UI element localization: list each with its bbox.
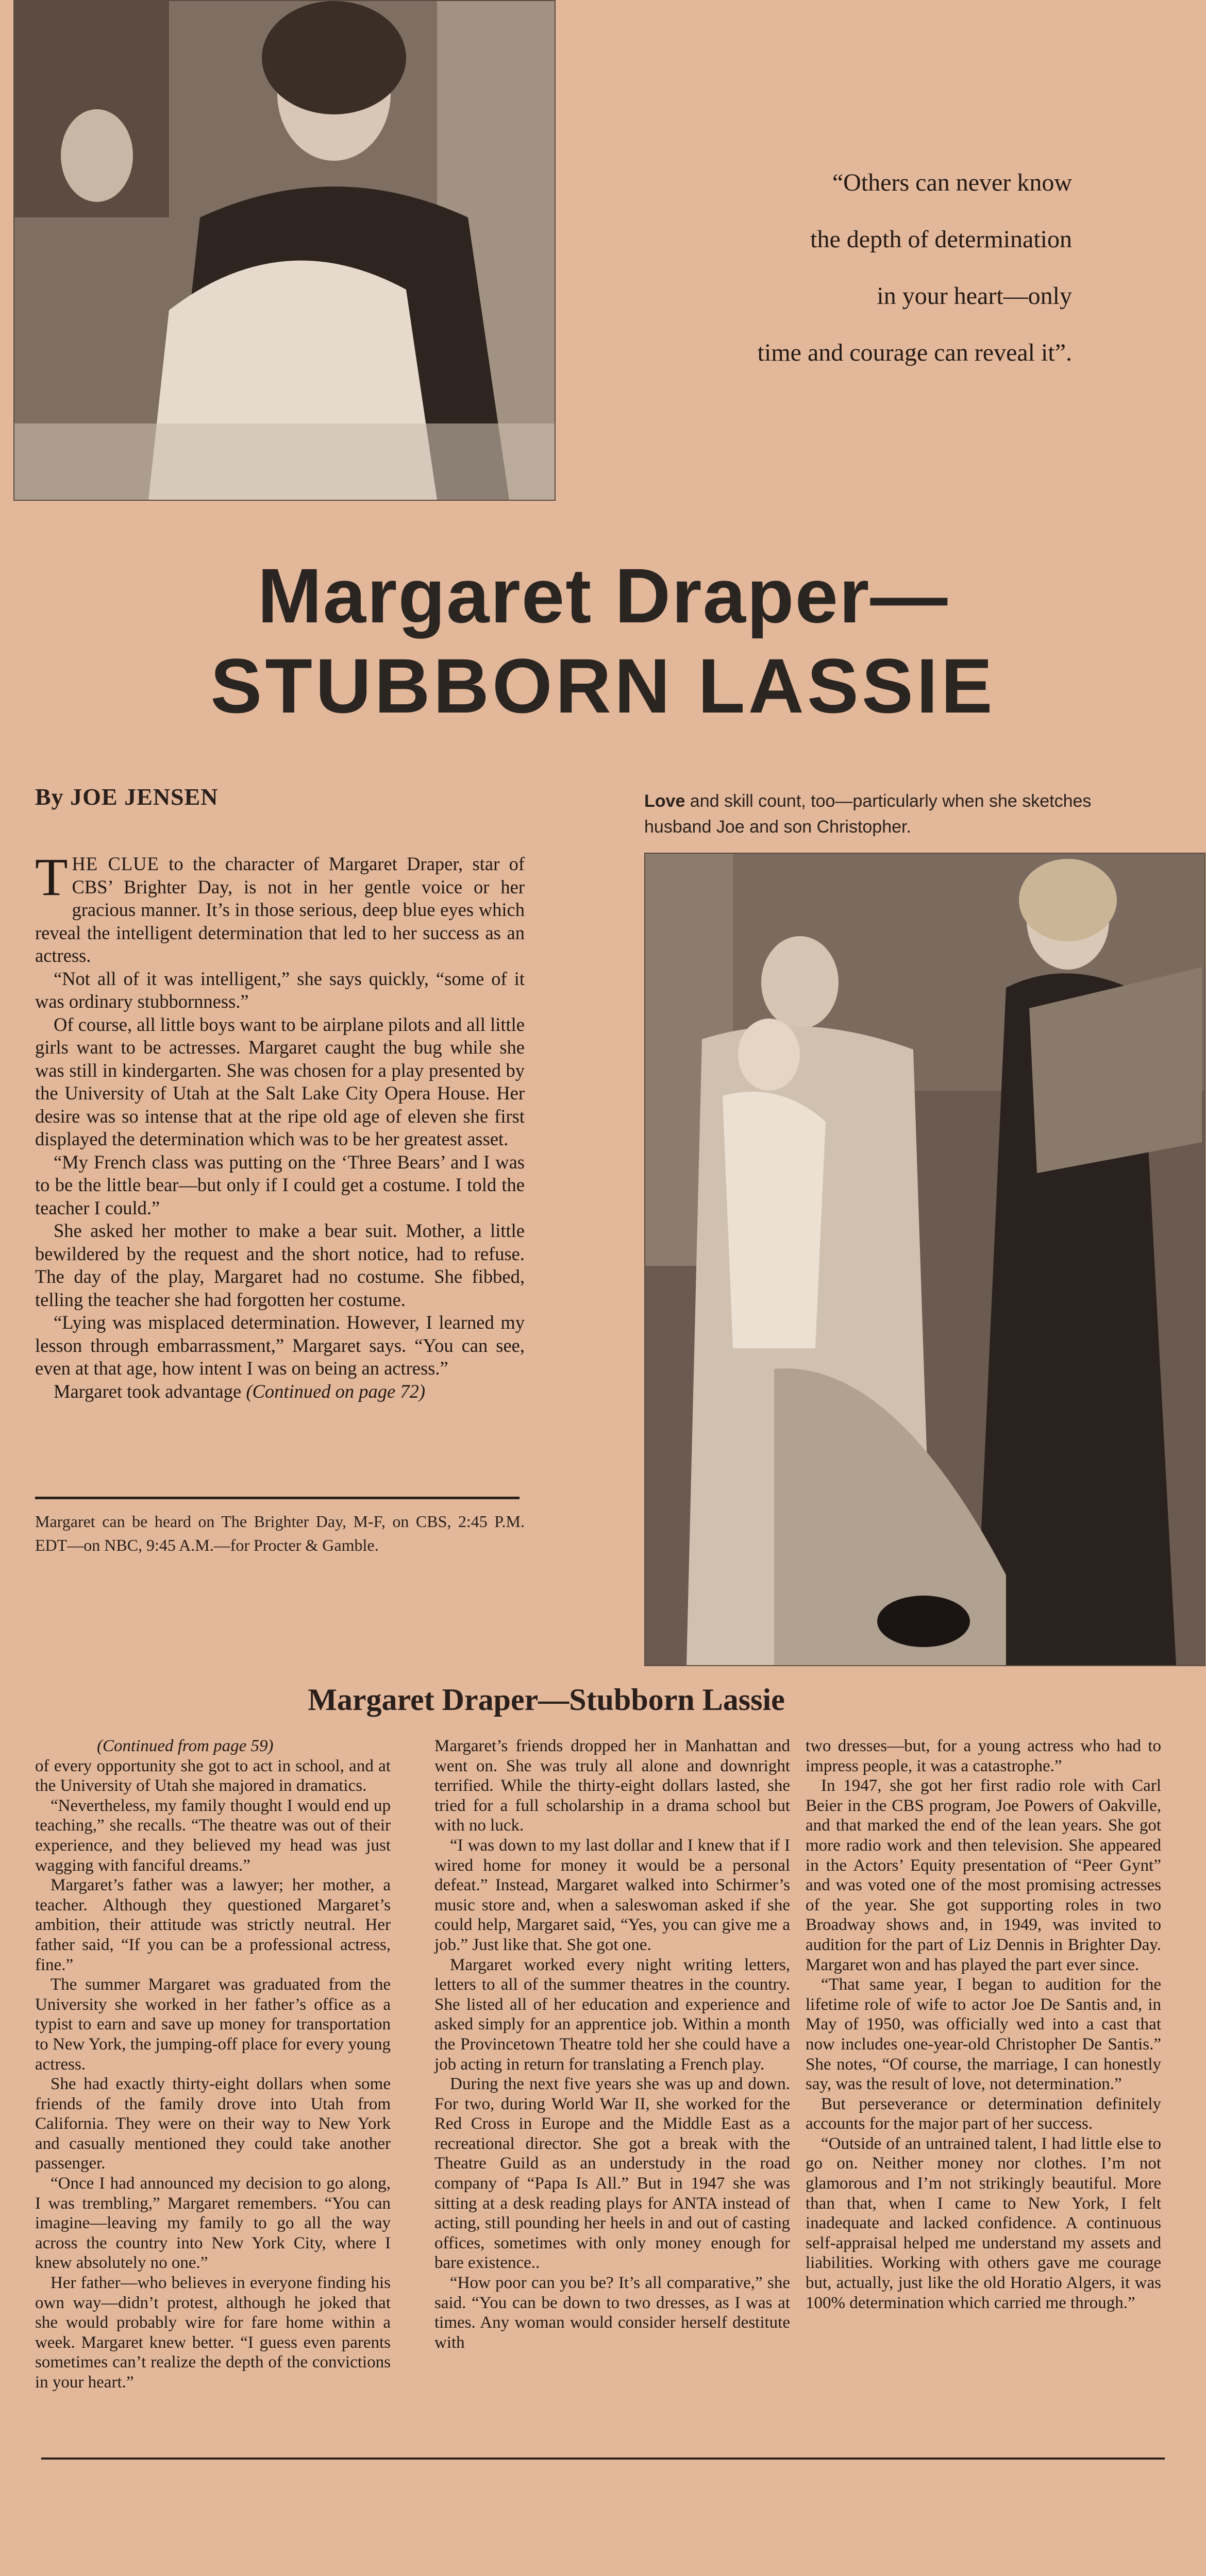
- column-paragraph: Margaret worked every night writing letters, letters to all of the summer theatres in the country. She listed all of her education and experience and asked simply for an apprentice job. Within a month the Provincetown Theatre told her she could have a job acting in return for translating a French play.: [434, 1955, 790, 2074]
- caption-lead: Love: [644, 791, 685, 811]
- story-paragraph: [35, 848, 525, 968]
- pull-quote-line: the depth of determination: [810, 226, 1072, 253]
- column-paragraph: The summer Margaret was graduated from the University she worked in her father’s office as a typist to earn and save up money for transportation to New York, the jumping-off place for every young actress.: [35, 1975, 391, 2074]
- column-3: [806, 1736, 1161, 2313]
- story-last-text: Margaret took advantage: [54, 1380, 246, 1402]
- column-2: [434, 1736, 790, 2352]
- continued-from: (Continued from page 59): [97, 1737, 274, 1755]
- headline-line-1: Margaret Draper—: [257, 552, 949, 639]
- column-1: [35, 1736, 391, 2393]
- column-paragraph: During the next five years she was up and down. For two, during World War II, she worked for the Red Cross in Europe and the Middle East as a recreational director. She got a break with the Theatre Guild as an understudy in the road company of “Papa Is All.” But in 1947 she was sitting at a desk reading plays for ANTA instead of acting, still pounding her heels in and out of casting offices, sometimes with only money enough for bare existence..: [434, 2075, 790, 2273]
- divider-rule: [35, 1497, 520, 1499]
- story-lead-text: to the character of Margaret Draper, star of CBS’ Brighter Day, is not in her gentle voice or her gracious manner. It’s in those serious, deep blue eyes which reveal the intelligent determination that led to her success as an actress.: [35, 853, 525, 966]
- column-paragraph: “I was down to my last dollar and I knew that if I wired home for money it would be a personal defeat.” Instead, Margaret walked into Schirmer’s music store and, when a saleswoman asked if she could help, Margaret said, “Yes, you can give me a job.” Just like that. She got one.: [434, 1836, 790, 1954]
- pull-quote-line: in your heart—only: [877, 282, 1072, 310]
- drop-cap: T: [35, 848, 68, 907]
- headline-line-2: STUBBORN LASSIE: [210, 642, 996, 729]
- story-body: [35, 848, 525, 1403]
- column-paragraph: She had exactly thirty-eight dollars when some friends of the family drove into Utah from California. They were on their way to New York and casually mentioned they could take another passenger.: [35, 2075, 391, 2173]
- column-paragraph: Her father—who believes in everyone finding his own way—didn’t protest, although he joked that she would probably wire for fare home within a week. Margaret knew better. “I guess even parents sometimes can’t realize the depth of the convictions in your heart.”: [35, 2274, 391, 2392]
- story-paragraph: “My French class was putting on the ‘Three Bears’ and I was to be the little bear—but only if I could get a costume. I told the teacher I could.”: [35, 1151, 525, 1218]
- family-photo: [644, 853, 1205, 1666]
- column-paragraph: In 1947, she got her first radio role with Carl Beier in the CBS program, Joe Powers of Oakville, and that marked the end of the lean years. She got more radio work and then television. She appeared in the Actors’ Equity presentation of “Peer Gynt” and was voted one of the most promising actresses of the year. She got supporting roles in two Broadway shows and, in 1949, was invited to audition for the part of Liz Dennis in Brighter Day. Margaret won and has played the part ever since.: [806, 1776, 1161, 1974]
- column-paragraph: But perseverance or determination definitely accounts for the major part of her success.: [806, 2094, 1161, 2133]
- column-paragraph: “How poor can you be? It’s all comparative,” she said. “You can be down to two dresses, as I was at times. Any woman would consider herself destitute with: [434, 2274, 790, 2352]
- story-paragraph: She asked her mother to make a bear suit. Mother, a little bewildered by the request and the short notice, had to refuse. The day of the play, Margaret had no costume. She fibbed, telling the teacher she had forgotten her costume.: [35, 1220, 525, 1310]
- story-paragraph: “Lying was misplaced determination. However, I learned my lesson through embarrassment,” Margaret says. “You can see, even at that age, how intent I was on being an actress.”: [35, 1312, 525, 1379]
- byline: By JOE JENSEN: [35, 784, 219, 810]
- column-paragraph: “Nevertheless, my family thought I would end up teaching,” she recalls. “The theatre was out of their experience, and they believed my head was just wagging with fanciful dreams.”: [35, 1796, 391, 1875]
- broadcast-note: Margaret can be heard on The Brighter Day, M-F, on CBS, 2:45 P.M. EDT—on NBC, 9:45 A.M.—for Procter & Gamble.: [35, 1512, 525, 1554]
- story-paragraph: [35, 1380, 525, 1403]
- portrait-photo: [13, 0, 556, 501]
- pull-quote: [660, 155, 1072, 381]
- photo-caption: [644, 788, 1108, 840]
- continued-link[interactable]: (Continued on page 72): [246, 1380, 426, 1402]
- column-paragraph: of every opportunity she got to act in school, and at the University of Utah she majored in dramatics.: [35, 1756, 391, 1795]
- story-paragraph: “Not all of it was intelligent,” she says quickly, “some of it was ordinary stubbornness.”: [35, 968, 525, 1012]
- caption-text: and skill count, too—particularly when she sketches husband Joe and son Christopher.: [644, 791, 1092, 837]
- column-paragraph: “That same year, I began to audition for the lifetime role of wife to actor Joe De Santis and, in May of 1950, was officially wed into a cast that now includes one-year-old Christopher De Santis.” She notes, “Of course, the marriage, I can honestly say, was the result of love, not determination.”: [806, 1975, 1161, 2094]
- story-paragraph: Of course, all little boys want to be airplane pilots and all little girls want to be actresses. Margaret caught the bug while she was still in kindergarten. She was chosen for a play presented by the University of Utah at the Salt Lake City Opera House. Her desire was so intense that at the ripe old age of eleven she first displayed the determination which was to be her greatest asset.: [35, 1013, 525, 1149]
- pull-quote-line: time and courage can reveal it”.: [757, 339, 1072, 366]
- column-paragraph: Margaret’s father was a lawyer; her mother, a teacher. Although they questioned Margaret’s ambition, their attitude was strictly neutral. Her father said, “If you can be a professional actress, fine.”: [35, 1876, 391, 1974]
- continuation-title: Margaret Draper—Stubborn Lassie: [308, 1683, 785, 1717]
- column-paragraph: two dresses—but, for a young actress who had to impress people, it was a catastrophe.”: [806, 1737, 1161, 1775]
- column-paragraph: “Outside of an untrained talent, I had little else to go on. Neither money nor clothes. I’m not glamorous and I’m not strikingly beautiful. More than that, when I came to New York, I felt inadequate and lacked confidence. A continuous self-appraisal helped me understand my assets and liabilities. Working with others gave me courage but, actually, just like the old Horatio Algers, it was 100% determination which carried me through.”: [806, 2134, 1161, 2312]
- pull-quote-line: “Others can never know: [832, 169, 1072, 196]
- column-paragraph: “Once I had announced my decision to go along, I was trembling,” Margaret remembers. “You can imagine—leaving my family to go all the way across the country into New York City, where I knew absolutely no one.”: [35, 2174, 391, 2273]
- bottom-rule: [41, 2458, 1165, 2460]
- story-lead-smallcaps: HE CLUE: [72, 853, 159, 874]
- column-paragraph: Margaret’s friends dropped her in Manhattan and went on. She was truly all alone and downright terrified. While the thirty-eight dollars lasted, she tried for a full scholarship in a drama school but with no luck.: [434, 1737, 790, 1835]
